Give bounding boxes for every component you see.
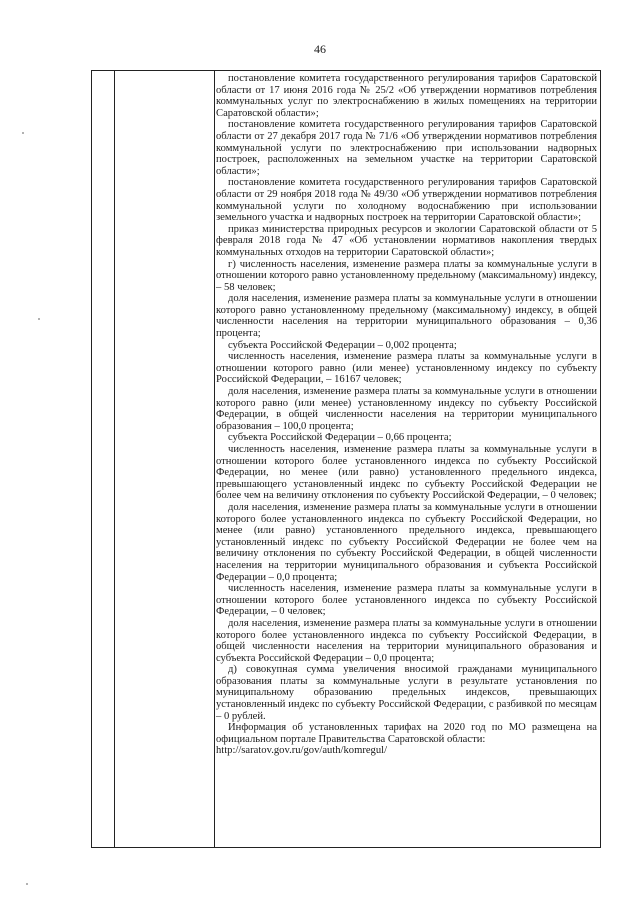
paragraph: д) совокупная сумма увеличения вносимой гражданами муниципального образования платы за коммунальные услуги в результате установления по муниципальному образованию предельных индексов, превышающих установленный индекс по субъекту Российской Федерации, с разбивкой по месяцам – 0 рублей. [216,664,597,722]
paragraph: доля населения, изменение размера платы за коммунальные услуги в отношении которого равно установленному предельному (максимальному) индексу, в общей численности населения на территории муниципального образования – 0,36 процента; [216,293,597,340]
column-divider-1 [114,71,115,847]
paragraph: доля населения, изменение размера платы за коммунальные услуги в отношении которого более установленного индекса по субъекту Российской Федерации, в общей численности населения на территории муниципального образования и субъекта Российской Федерации – 0,0 процента; [216,617,597,664]
speck [38,318,40,320]
page-number: 46 [314,42,326,56]
paragraph: Информация об установленных тарифах на 2020 год по МО размещена на официальном портале Правительства Саратовской области: [216,722,597,745]
paragraph: постановление комитета государственного регулирования тарифов Саратовской области от 17 июня 2016 года № 25/2 «Об утверждении нормативов потребления коммунальных услуг по электроснабжению в жилых помещениях на территории Саратовской области»; [216,73,597,119]
paragraph: доля населения, изменение размера платы за коммунальные услуги в отношении которого более установленного индекса по субъекту Российской Федерации, но менее (или равно) установленного предельного индекса, превышающего установленный индекс по субъекту Российской Федерации не более чем на величину отклонения по субъекту Российской Федерации, в общей численности населения на территории муниципального образования и субъекта Российской Федерации – 0,0 процента; [216,501,597,583]
speck [26,883,28,885]
portal-link[interactable]: http://saratov.gov.ru/gov/auth/komregul/ [216,745,388,757]
paragraph: приказ министерства природных ресурсов и экологии Саратовской области от 5 февраля 2018 года № 47 «Об установлении нормативов накопления твердых коммунальных отходов на территории Саратовской области»; [216,223,597,258]
paragraph: постановление комитета государственного регулирования тарифов Саратовской области от 29 ноября 2018 года № 49/30 «Об утверждении нормативов потребления коммунальной услуги по холодному водоснабжению при использовании земельного участка и надворных построек на территории Саратовской области»; [216,177,597,224]
paragraph: численность населения, изменение размера платы за коммунальные услуги в отношении которого более установленного индекса по субъекту Российской Федерации, – 0 человек; [216,583,597,618]
speck [22,132,24,134]
paragraph: численность населения, изменение размера платы за коммунальные услуги в отношении которого более установленного индекса по субъекту Российской Федерации, но менее (или равно) установленного предельного индекса, превышающего установленный индекс по субъекту Российской Федерации не более чем на величину отклонения по субъекту Российской Федерации, – 0 человек; [216,444,597,502]
paragraph: постановление комитета государственного регулирования тарифов Саратовской области от 27 декабря 2017 года № 71/6 «Об утверждении нормативов потребления коммунальной услуги по электроснабжению при использовании надворных построек, расположенных на земельном участке на территории Саратовской области»; [216,119,597,177]
paragraph: доля населения, изменение размера платы за коммунальные услуги в отношении которого равно (или менее) установленному индексу по субъекту Российской Федерации, в общей численности населения на территории муниципального образования – 100,0 процента; [216,386,597,432]
paragraph: г) численность населения, изменение размера платы за коммунальные услуги в отношении которого равно установленному предельному (максимальному) индексу, – 58 человек; [216,258,597,293]
paragraph: субъекта Российской Федерации – 0,002 процента; [228,339,457,351]
column-divider-2 [214,71,215,847]
table-text-cell [216,73,597,757]
paragraph: субъекта Российской Федерации – 0,66 процента; [228,432,452,444]
paragraph: численность населения, изменение размера платы за коммунальные услуги в отношении которого равно (или менее) установленному индексу по субъекту Российской Федерации, – 16167 человек; [216,351,597,386]
